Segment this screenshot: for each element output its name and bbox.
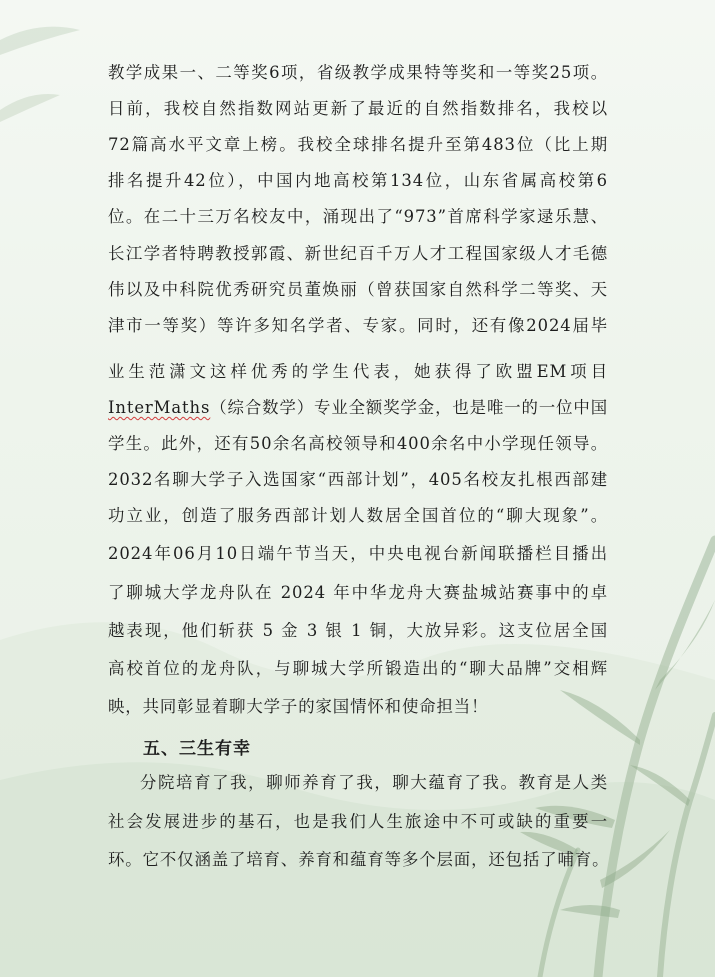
para2-line-3: 环。它不仅涵盖了培育、养育和蕴育等多个层面，还包括了哺育。 (108, 850, 610, 869)
body-line-15: 了聊城大学龙舟队在 2024 年中华龙舟大赛盐城站赛事中的卓 (108, 583, 608, 602)
body-line-14: 2024年06月10日端午节当天，中央电视台新闻联播栏目播出 (108, 544, 608, 563)
para2-line-2: 社会发展进步的基石，也是我们人生旅途中不可或缺的重要一 (108, 812, 608, 831)
body-line-10 (108, 397, 608, 419)
body-line-3: 72篇高水平文章上榜。我校全球排名提升至第483位（比上期 (108, 135, 608, 154)
body-line-11: 学生。此外，还有50余名高校领导和400余名中小学现任领导。 (108, 434, 608, 453)
spellcheck-word: InterMaths (108, 398, 211, 417)
body-line-13: 功立业，创造了服务西部计划人数居全国首位的“聊大现象”。 (108, 506, 608, 525)
body-line-2: 日前，我校自然指数网站更新了最近的自然指数排名，我校以 (108, 99, 608, 118)
section-heading: 五、三生有幸 (143, 739, 251, 759)
body-line-16: 越表现，他们斩获 5 金 3 银 1 铜，大放异彩。这支位居全国 (108, 621, 608, 640)
body-line-5: 位。在二十三万名校友中，涌现出了“973”首席科学家逯乐慧、 (108, 207, 608, 226)
body-line-7: 伟以及中科院优秀研究员董焕丽（曾获国家自然科学二等奖、天 (108, 280, 608, 299)
body-line-6: 长江学者特聘教授郭霞、新世纪百千万人才工程国家级人才毛德 (108, 244, 608, 263)
body-line-12: 2032名聊大学子入选国家“西部计划”，405名校友扎根西部建 (108, 470, 608, 489)
para2-line-1: 分院培育了我，聊师养育了我，聊大蕴育了我。教育是人类 (140, 773, 608, 792)
body-line-8: 津市一等奖）等许多知名学者、专家。同时，还有像2024届毕 (108, 316, 608, 335)
body-line-9: 业生范潇文这样优秀的学生代表，她获得了欧盟EM项目 (108, 362, 608, 381)
body-line-4: 排名提升42位），中国内地高校第134位，山东省属高校第6 (108, 171, 608, 190)
body-line-1: 教学成果一、二等奖6项，省级教学成果特等奖和一等奖25项。 (108, 63, 608, 82)
body-line-17: 高校首位的龙舟队，与聊城大学所锻造出的“聊大品牌”交相辉 (108, 659, 608, 678)
body-line-18: 映，共同彰显着聊大学子的家国情怀和使命担当！ (108, 697, 489, 716)
body-line-10-text: （综合数学）专业全额奖学金，也是唯一的一位中国 (210, 398, 608, 417)
